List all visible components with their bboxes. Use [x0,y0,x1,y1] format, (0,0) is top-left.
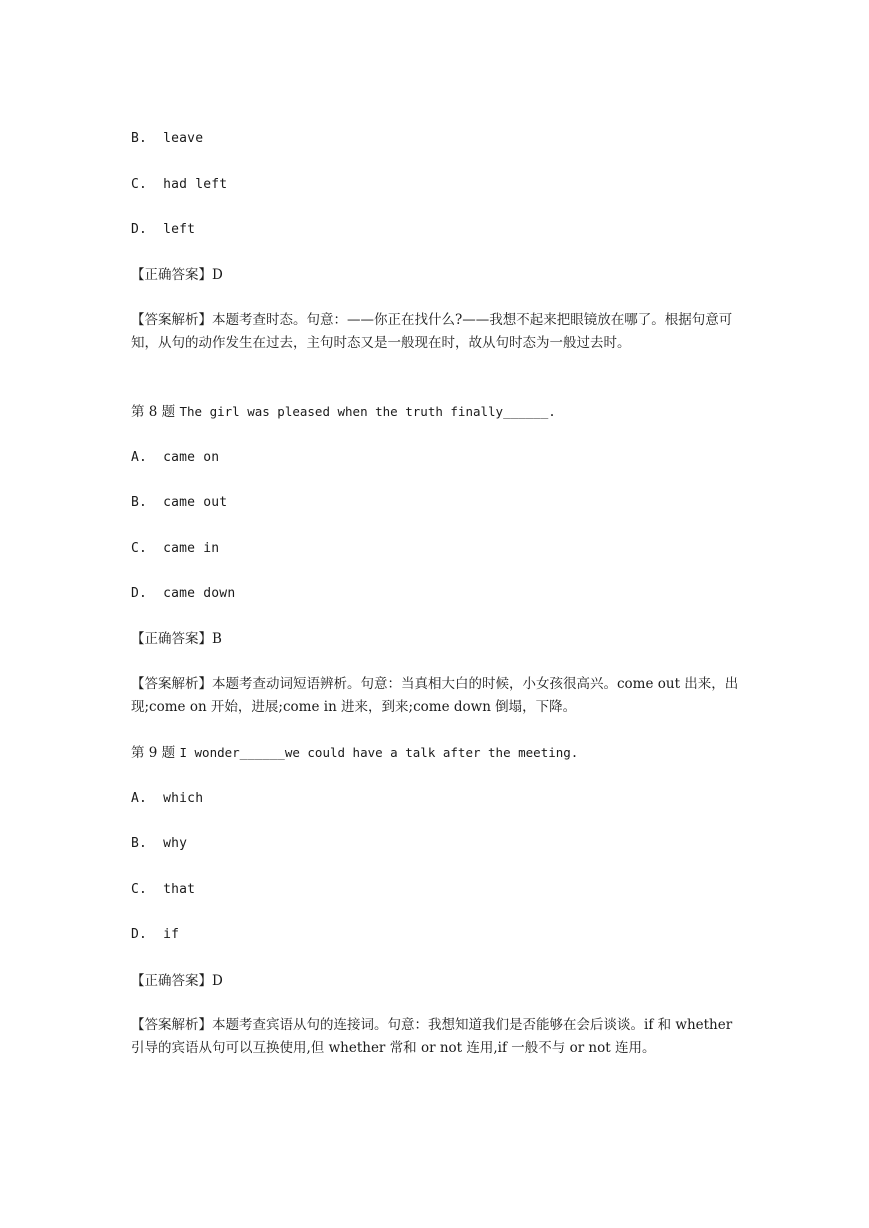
option-b: B. leave [131,131,204,146]
option-c: C. came in [131,541,220,556]
answer-analysis: 【答案解析】本题考查动词短语辨析。句意：当真相大白的时候，小女孩很高兴。come out 出来，出现;come on 开始，进展;come in 进来，到来;come down 倒塌，下降。 [131,676,739,715]
option-c: C. that [131,882,196,897]
option-c: C. had left [131,177,228,192]
question-stem: The girl was pleased when the truth finally______. [179,404,556,419]
option-d: D. left [131,222,196,237]
question-number: 第 9 题 [131,745,180,761]
question-9 [131,744,578,762]
question-stem: I wonder______we could have a talk after the meeting. [179,745,579,760]
option-b: B. came out [131,495,228,510]
answer-analysis: 【答案解析】本题考查时态。句意：——你正在找什么?——我想不起来把眼镜放在哪了。根据句意可知，从句的动作发生在过去，主句时态又是一般现在时，故从句时态为一般过去时。 [131,312,733,351]
option-d: D. if [131,927,180,942]
question-8 [131,403,556,421]
option-d: D. came down [131,586,236,601]
option-a: A. which [131,791,204,806]
answer-analysis: 【答案解析】本题考查宾语从句的连接词。句意：我想知道我们是否能够在会后谈谈。if 和 whether 引导的宾语从句可以互换使用,但 whether 常和 or not 连用,if 一般不与 or not 连用。 [131,1017,733,1056]
option-b: B. why [131,836,188,851]
correct-answer: 【正确答案】D [131,973,223,989]
option-a: A. came on [131,450,220,465]
question-number: 第 8 题 [131,404,180,420]
correct-answer: 【正确答案】B [131,631,222,647]
correct-answer: 【正确答案】D [131,267,223,283]
